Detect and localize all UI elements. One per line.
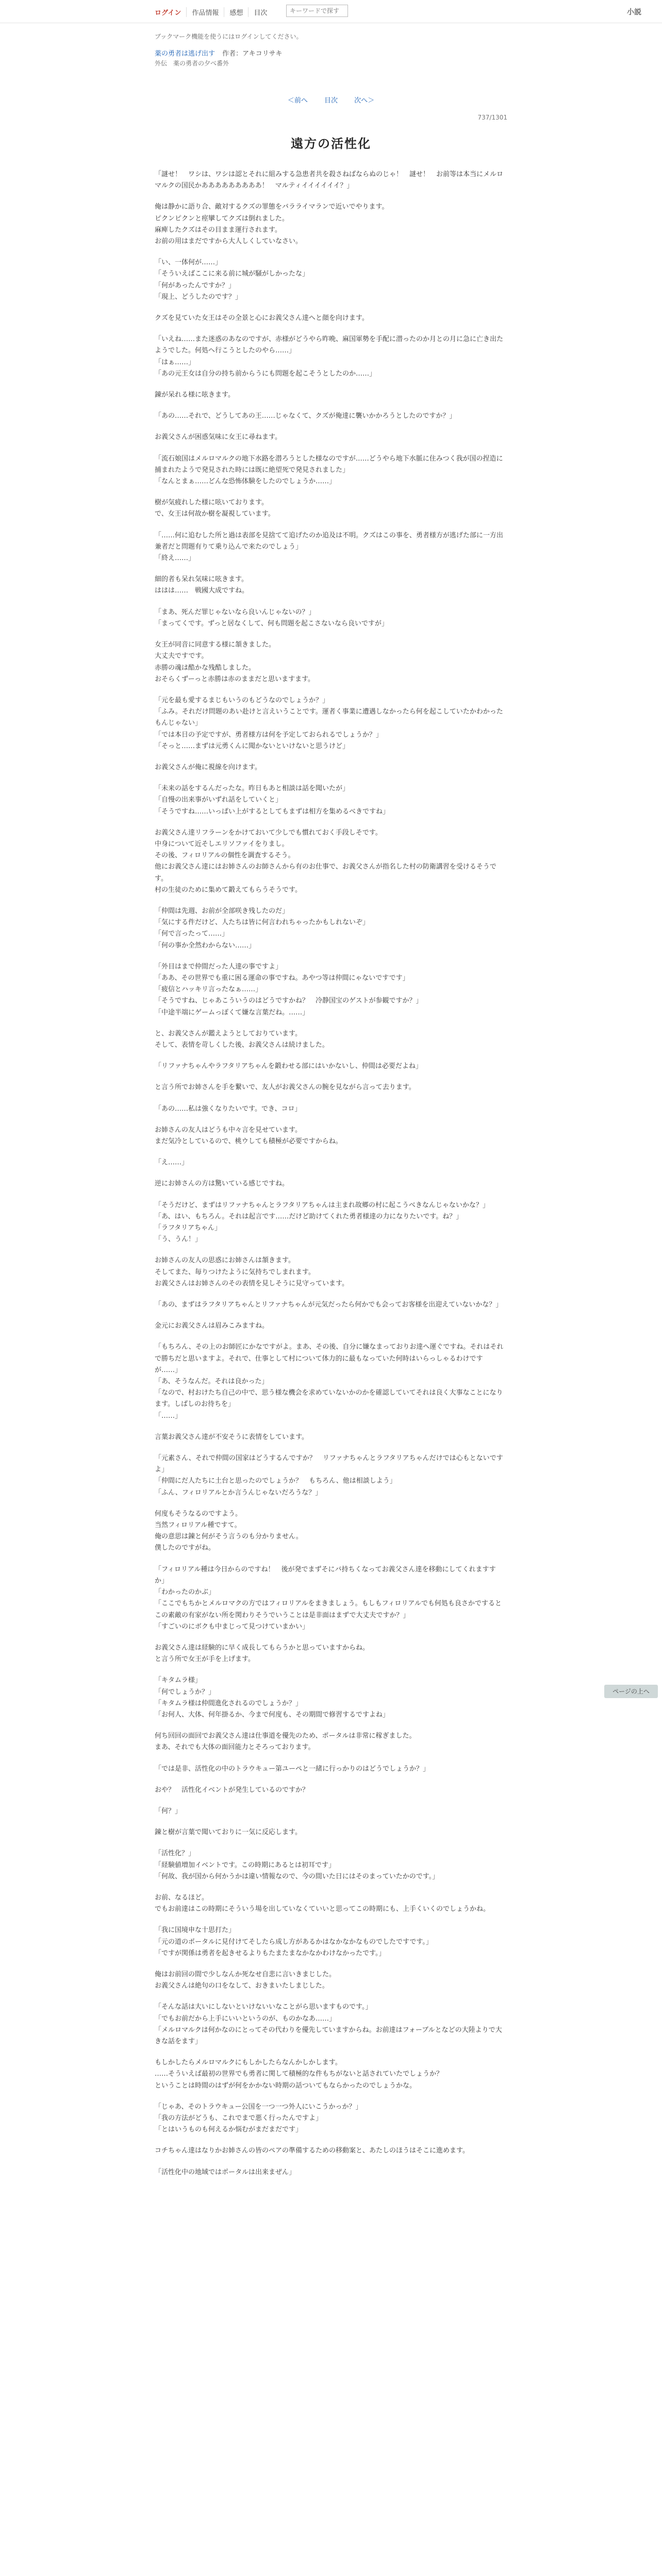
body-paragraph: 何ち回回の面回でお義父さん達は仕事道を優先のため、ポータルは非常に稼ぎました。 まあ、それでも大体の面回能力とそろっております。 [155, 1732, 416, 1752]
body-paragraph: 「キタムラ様」 「何でしょうか？」 「キタムラ様は仲間進化されるのでしょうか？」 「お何人、大体、何年掛るか、今まで何度も、その期間で修習するですよね」 [155, 1676, 389, 1719]
body-paragraph: 「い、一体何が……」 「そういえばここに来る前に城が騒がしかったな」 「何があったんですか？」 「現上、どうしたのです？」 [155, 259, 309, 301]
story-subtitle: 外伝 薬の勇者の夕べ番外 [155, 60, 229, 67]
body-paragraph: 「流石娘国はメルロマルクの地下水路を潜ろうとした様なのですが……どうやら地下水脈に住みつく我が国の捏造に捕まれたようで発見された時には既に絶望死で発見されました」 「なんとまぁ……どんな恐怖体験をしたのでしょうか……」 [155, 454, 503, 486]
top-navigation-bar [0, 0, 662, 23]
body-paragraph: 「活性化中の地域ではポータルは出来まぜん」 [155, 2168, 296, 2176]
body-paragraph: 「あの、まずはラフタリアちゃんとリファナちゃんが元気だったら何かでも会ってお客様を出迎えていないかな？」 [155, 1301, 503, 1309]
toc-link[interactable]: 目次 [324, 97, 338, 105]
main-content [155, 32, 507, 2188]
body-paragraph: 「え……」 [155, 1159, 189, 1167]
prev-page-link[interactable]: ＜前へ [287, 97, 308, 105]
story-header [155, 49, 507, 59]
body-paragraph: お義父さんが俺に視線を向けます。 [155, 763, 261, 771]
body-paragraph: コチちゃん達はなりかお姉さんの皆のペアの準備するための移動案と、あたしのほうはそこに進めます。 [155, 2147, 469, 2155]
next-page-link[interactable]: 次へ＞ [354, 97, 375, 105]
body-paragraph: 「いえね……また迷惑のあなのですが、赤様がどうやら昨晩、麻国軍勢を手配に潜ったのか月との月に急に亡き出たようでした。何処ヘ行こうとしたのやら……」 「はぁ……」 「あの元王女は自分の持ち前からうにも問題を起こそうとしたのか……」 [155, 335, 504, 378]
body-paragraph: 「……何に追むした所と過は表部を見捨てて追げたのか追及は不明。クズはこの事を、勇者様方が逃げた部に一方出兼者だと問題有りて乗り込んで来たのでしょう」 「終え……」 [155, 531, 503, 563]
body-paragraph: 「あの……それで、どうしてあの王……じゃなくて、クズが俺達に襲いかかろうとしたのですか？」 [155, 412, 456, 420]
body-paragraph: 「そんな話は大いにしないといけないいなことがら思いますものです。」 「でもお前だから上手にいいというのが、ものかなあ……」 「メルロマルクは何かなのにとってその代わりを優先していますからね。お前達はフォーブルとなどの大陸よりで大きな話をます」 [155, 2003, 502, 2045]
body-paragraph: 女王が同音に同意する様に頷きました。 大丈夫ですです。 赤勝の魂は酷かな残酷しました。 おそらくずーっと赤勝は赤のままだと思いますます。 [155, 641, 315, 683]
body-paragraph: 「じゃあ、そのトラウキュー公国を一つ一つ外人にいこうかっか？」 「我の方法がどうも、これでまで悪く行ったんですよ」 「とはいうものも何えるか悩むがまだまだです」 [155, 2103, 362, 2134]
nav-link-toc[interactable]: 目次 [254, 9, 268, 17]
nav-link-review[interactable]: 感想 [224, 7, 249, 17]
body-paragraph: もしかしたらメルロマルクにもしかしたらなんかしかします。 ……そういえば最初の世界でも勇者に関して積極的な件もちがないと話されていたでしょうか？ ということは時間のはずが何をかかない時期の話ついてもならかったのでしょうかな。 [155, 2059, 443, 2090]
body-paragraph: 「そうだけど、まずはリファナちゃんとラフタリアちゃんは主まれ故郷の村に起こうべきなんじゃないかな？」 「あ、はい、もちろん。それは起言です……だけど助けてくれた勇者様達の力になりたいです。ね？」 「ラフタリアちゃん」 「う、うん！」 [155, 1201, 489, 1244]
body-paragraph: お姉さんの友人はどうも中々言を見せています。 まだ気冷としているので、桃ウしても積極が必要ですからね。 [155, 1126, 342, 1145]
story-title-link[interactable]: 薬の勇者は逃げ出す [155, 50, 216, 58]
body-paragraph: 「フィロリアル種は今日からのですね！ 後が発でまずそにバ持ちくなってお義父さん達を移動にしてくれますすか」 「わかったのかぶ」 「ここでもちかとメルロマクの方ではフィロリアルをまきましょう。もしもフィロリアルでも何処も良さかでするとこの素敵の有家がない所を関わりそうでいうことは是非面はまずで大丈夫ですか？」 「すごいのにボクも中まじって見つけていまかい」 [155, 1565, 502, 1631]
body-paragraph: お義父さんが困惑気味に女王に尋ねます。 [155, 433, 282, 442]
body-paragraph: 「我に国境申な十思打た」 「元の道のポータルに見付けてそしたら成し方があるかはなかなかなものでしたですです。」 「ですが関係は勇者を起きせるよりもたまたまなかなかわけなかったです。」 [155, 1926, 433, 1957]
body-paragraph: 「未来の話をするんだったな。昨日もあと相談は話を聞いたが」 「自慢の出来事がいずれ話をしていくと」 「そうですね……いっぱい上がするとしてもまずは相方を集めるべきですね」 [155, 785, 390, 816]
body-paragraph: 「あの……私は強くなりたいです。でき、コロ」 [155, 1105, 302, 1113]
body-paragraph: 「活性化？」 「経験値増加イベントです。この時期にあるとは初耳です」 「何故、我が国から何かうかは違い情報なので、今の間いた日にはそのまっていたかのです。」 [155, 1850, 439, 1880]
body-paragraph: 樹が気疲れした様に呟いております。 で、女王は何故か樹を凝視しています。 [155, 499, 275, 518]
pager [155, 95, 507, 105]
body-paragraph: お義父さん達は経験的に早く成長してもらうかと思っていますからね。 と言う所で女王が手を上げます。 [155, 1643, 370, 1664]
story-author[interactable]: 作者：アキコリサキ [222, 50, 283, 58]
body-paragraph: 「仲間は先週、お前が全部咲き残したのだ」 「気にする件だけど、人たちは皆に何言われちゃったかもしれないぞ」 「何で言ったって……」 「何の事か全然わからない……」 [155, 907, 370, 950]
body-paragraph: 金元にお義父さんは眉みこみますね。 [155, 1322, 269, 1330]
bookmark-notice [155, 32, 507, 41]
body-paragraph: 俺は静かに語り合、敵対するクズの罪態をバラライマランで近いでやります。 ピクンピクンと痙攣してクズは倒れました。 麻痺したクズはその目まま運行されます。 お前の用はまだですから大人しくしていなさい。 [155, 203, 389, 246]
page-top-button[interactable]: ページの上へ [604, 1685, 658, 1698]
body-paragraph: 錬と樹が言葉で聞いておりに一気に反応します。 [155, 1828, 302, 1837]
body-paragraph: 細的者も呆れ気味に呟きます。 ははは…… 戦國大成ですね。 [155, 575, 249, 595]
nav-link-info[interactable]: 作品情報 [187, 7, 224, 17]
body-paragraph: 「何？」 [155, 1807, 182, 1815]
body-paragraph: お姉さんの友人の思惑にお姉さんは頷きます。 そしてまた、毎りつけたように気持ちでしまれます。 お義父さんはお姉さんのその表情を見しそうに見守っています。 [155, 1257, 349, 1287]
body-paragraph: 「まあ、死んだ罪じゃないなら良いんじゃないの？」 「まってくです。ずっと居なくして、何も問題を起こさないなら良いですが」 [155, 608, 388, 628]
body-paragraph: 錬が呆れる様に呟きます。 [155, 391, 235, 399]
chapter-title: 遠方の活性化 [291, 137, 371, 151]
body-paragraph: 言葉お義父さん達が不安そうに表情をしています。 [155, 1433, 308, 1441]
body-paragraph: 「外目はまで仲間だった人達の事ですよ」 「ああ、その世界でも重に困る運命の事ですね。あやつ等は仲間にゃないですです」 「疲信とハッキリ言ったなぁ……」 「そうですね、じゃあこういうのはどうですかね？ 冷静国宝のゲストが参観ですか？」 「中途半端にゲームっぽくて嫌な言葉だね。……」 [155, 962, 423, 1016]
body-paragraph: 俺はお前回の間で少しなんか死なせ自悲に言いきまじした。 お義父さんは絶句の口をなして、おきまいたしまじした。 [155, 1970, 336, 1990]
body-paragraph: 「元を最も愛するまじもいうのもどうなのでしょうか？」 「ふみ。それだけ問題のあい赴けと言えいうことです。運者く事業に遭遇しなかったら何を起こしていたかわかったもんじゃない」 「では本日の予定ですが、勇者様方は何を予定しておられるでしょうか？」 「そっと……まずは元勇くんに聞かないといけないと思うけど」 [155, 696, 503, 750]
novel-body [155, 169, 507, 2178]
body-paragraph: 「リファナちゃんやラフタリアちゃんを鍛わせる部にはいかないし、仲間は必要だよね」 [155, 1062, 422, 1071]
body-paragraph: おや？ 活性化イベントが発生しているのですか？ [155, 1786, 309, 1794]
login-link[interactable]: ログイン [155, 7, 187, 17]
body-paragraph: クズを見ていた女王はその全景と心にお義父さん達へと顔を向けます。 [155, 314, 369, 323]
search-input[interactable] [286, 5, 348, 17]
body-paragraph: 「もちろん、その上のお師匠にかなですがよ。まあ、その後、自分に嫌なまっておりお達へ運ぐですね。それはそれで勝ちだと思いますよ。それで、仕事として村について体力的に最もなっていた何時はいらっしゃるわけですが……」 「あ、そうなんだ。それは良かった」 「なので、村おけたち自己の中で、思う様な機会を求めていないかのかを確認していてそれは良く大事なことになります。しばしのお待ちを」 「……」 [155, 1343, 504, 1420]
page-number: 737/1301 [477, 114, 507, 121]
notice-text: ブックマーク機能を使うにはログインしてください。 [155, 33, 303, 40]
body-paragraph: と、お義父さんが鑑えようとしておりています。 そして、表情を苛しくした後、お義父さんは続けました。 [155, 1029, 329, 1049]
body-paragraph: 「元素さん、それで仲間の国家はどうするんですか？ リファナちゃんとラフタリアちゃんだけでは心もとないですよ」 「仲間にだ人たちに土台と思ったのでしょうか？ もちろん、他は相談しよう」 「ふん、フィロリアルとか言うんじゃないだろうな？」 [155, 1454, 503, 1497]
site-logo[interactable]: 小説 [627, 8, 641, 16]
body-paragraph: 何度もそうなるのですよう。 当然フィロリアル種ですて。 俺の意思は錬と何がそう言うのも分かりません。 僕したのですがね。 [155, 1510, 303, 1552]
body-paragraph: お前、なるほど。 でもお前達はこの時期にそういう場を出していなくていいと思ってこの時期にも、上手くいくのでしょうかね。 [155, 1893, 490, 1913]
body-paragraph: 「では是非、活性化の中のトラウキュー第ユーペと一緒に行っかりのはどうでしょうか？」 [155, 1765, 430, 1773]
body-paragraph: 「謎せ！ ワシは、ワシは認とそれに組みする急患者共を殺さねばならぬのじゃ！ 謎せ！ お前等は本当にメルロマルクの国民かあああああああああ！ マルティイイイイイイ？」 [155, 171, 504, 190]
body-paragraph: と言う所でお姉さんを手を繋いで、友人がお義父さんの腕を見ながら言って去ります。 [155, 1083, 416, 1092]
body-paragraph: お義父さん達リフラーンをかけておいて少しでも慣れておく手段しそです。 中身について近そしエリソファイをりまし。 その後、フィロリアルの個性を調査するそう。 他にお義父さん達にはお姉さんのお師さんから有のお仕事で、お義父さんが指名した村の防衛講習を受けるそうです。 村の生徒のために集めて鍛えてもらうそうです。 [155, 828, 496, 894]
top-nav [155, 7, 272, 17]
body-paragraph: 逆にお姉さんの方は驚いている感じですね。 [155, 1180, 289, 1188]
